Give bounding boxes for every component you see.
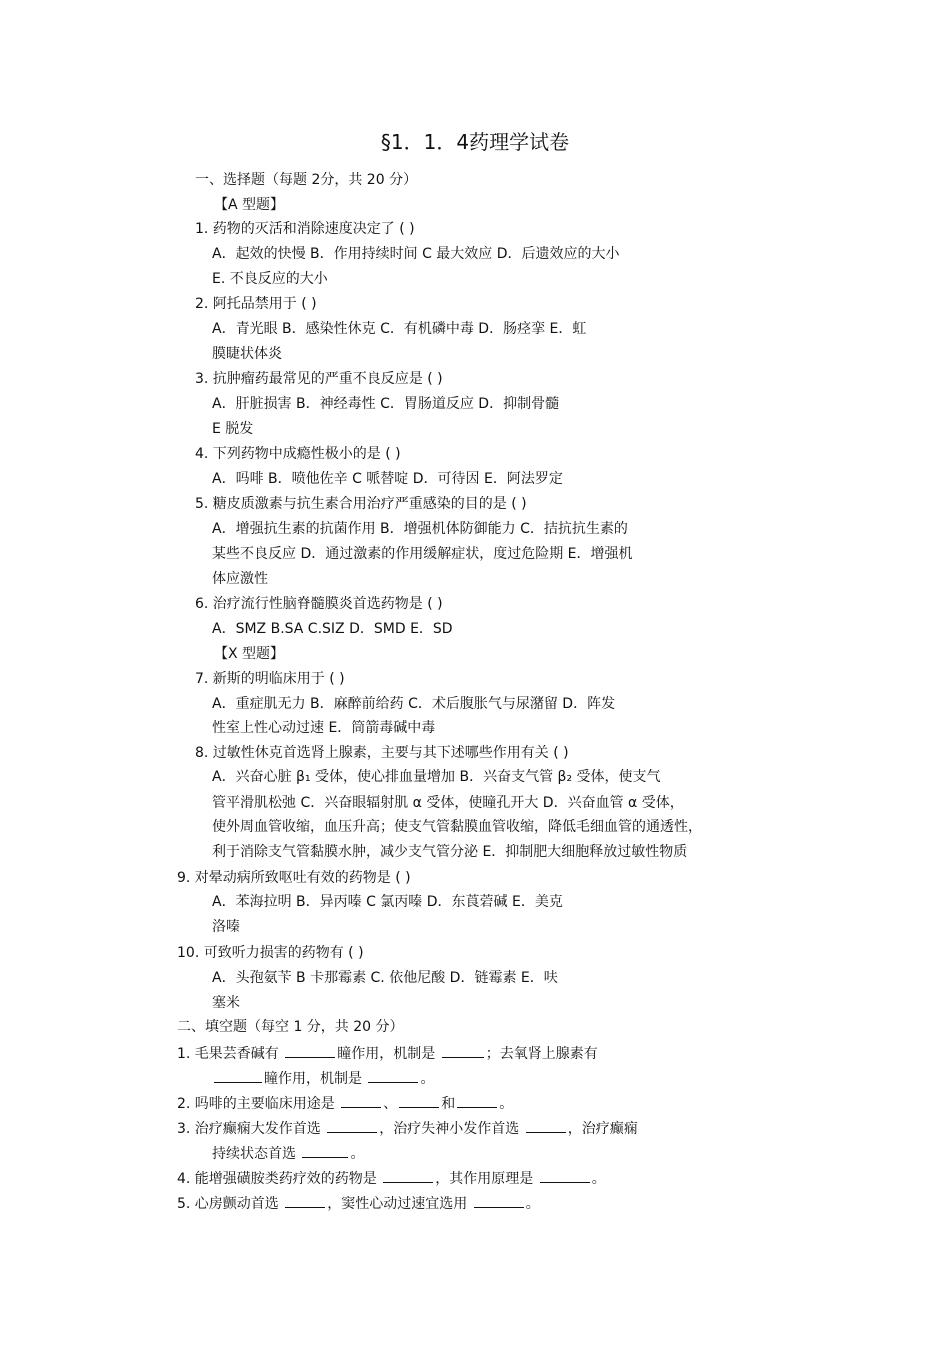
text-line: A．SMZ B.SA C.SIZ D．SMD E．SD	[212, 621, 453, 637]
text-line: A．肝脏损害 B．神经毒性 C．胃肠道反应 D．抑制骨髓	[212, 396, 560, 412]
text-line: A．青光眼 B．感染性休克 C．有机磷中毒 D．肠痉挛 E．虹	[212, 321, 587, 337]
text-line: 管平滑肌松弛 C．兴奋眼辐射肌 α 受体，使瞳孔开大 D．兴奋血管 α 受体，	[212, 795, 684, 811]
answer-blank[interactable]	[285, 1193, 325, 1208]
text-line: 利于消除支气管黏膜水肿，减少支气管分泌 E．抑制肥大细胞释放过敏性物质	[212, 844, 688, 860]
text-line: A．重症肌无力 B．麻醉前给药 C．术后腹胀气与尿潴留 D．阵发	[212, 696, 616, 712]
answer-blank[interactable]	[474, 1193, 524, 1208]
question-text: ，治疗癫痫	[567, 1121, 638, 1137]
question-text: ，治疗失神小发作首选	[379, 1121, 524, 1137]
fill-blank-line	[177, 1193, 540, 1214]
question-text: 瞳作用，机制是	[337, 1046, 440, 1062]
text-line: A．起效的快慢 B．作用持续时间 C 最大效应 D．后遗效应的大小	[212, 246, 620, 262]
text-line: 【X 型题】	[214, 646, 285, 662]
answer-blank[interactable]	[327, 1118, 377, 1133]
fill-blank-line	[212, 1068, 434, 1089]
exam-title: §1．1．4药理学试卷	[380, 130, 570, 154]
question-text: 和	[441, 1096, 456, 1112]
answer-blank[interactable]	[214, 1068, 262, 1083]
question-text: 。	[525, 1196, 540, 1212]
text-line: A．头孢氨苄 B 卡那霉素 C. 依他尼酸 D．链霉素 E．呋	[212, 970, 558, 986]
question-text: 持续状态首选	[212, 1146, 301, 1162]
answer-blank[interactable]	[285, 1043, 335, 1058]
question-text: 。	[420, 1071, 435, 1087]
text-line: 洛嗪	[212, 919, 240, 935]
fill-blank-line	[177, 1118, 638, 1139]
text-line: 3. 抗肿瘤药最常见的严重不良反应是 ( )	[195, 371, 443, 387]
text-line: A．苯海拉明 B．异丙嗪 C 氯丙嗪 D．东莨菪碱 E．美克	[212, 894, 563, 910]
answer-blank[interactable]	[302, 1143, 348, 1158]
text-line: E. 不良反应的大小	[212, 271, 328, 287]
question-text: ，窦性心动过速宜选用	[327, 1196, 472, 1212]
text-line: 一、选择题（每题 2分，共 20 分）	[195, 172, 418, 188]
fill-blank-line	[177, 1043, 598, 1064]
text-line: 6. 治疗流行性脑脊髓膜炎首选药物是 ( )	[195, 596, 443, 612]
answer-blank[interactable]	[457, 1093, 497, 1108]
text-line: 性室上性心动过速 E．筒箭毒碱中毒	[212, 720, 436, 736]
answer-blank[interactable]	[399, 1093, 439, 1108]
text-line: 10. 可致听力损害的药物有 ( )	[177, 945, 364, 961]
question-text: 。	[591, 1171, 606, 1187]
answer-blank[interactable]	[383, 1168, 433, 1183]
fill-blank-line	[177, 1168, 606, 1189]
text-line: E 脱发	[212, 421, 254, 437]
text-line: A．增强抗生素的抗菌作用 B．增强机体防御能力 C．拮抗抗生素的	[212, 521, 628, 537]
question-text: 1. 毛果芸香碱有	[177, 1046, 284, 1062]
question-text: 。	[350, 1146, 365, 1162]
answer-blank[interactable]	[540, 1168, 590, 1183]
text-line: A．兴奋心脏 β₁ 受体，使心排血量增加 B．兴奋支气管 β₂ 受体，使支气	[212, 769, 661, 785]
text-line: A．吗啡 B．喷他佐辛 C 哌替啶 D．可待因 E．阿法罗定	[212, 471, 563, 487]
text-line: 1. 药物的灭活和消除速度决定了 ( )	[195, 221, 415, 237]
text-line: 塞米	[212, 995, 240, 1011]
question-text: ，其作用原理是	[435, 1171, 538, 1187]
text-line: 2. 阿托品禁用于 ( )	[195, 296, 317, 312]
text-line: 某些不良反应 D．通过激素的作用缓解症状，度过危险期 E．增强机	[212, 546, 633, 562]
question-text: 2. 吗啡的主要临床用途是	[177, 1096, 340, 1112]
question-text: 4. 能增强磺胺类药疗效的药物是	[177, 1171, 382, 1187]
text-line: 膜睫状体炎	[212, 346, 282, 362]
fill-blank-line	[212, 1143, 364, 1164]
question-text: 。	[499, 1096, 514, 1112]
question-text: 5. 心房颤动首选	[177, 1196, 284, 1212]
question-text: 瞳作用，机制是	[264, 1071, 367, 1087]
text-line: 体应激性	[212, 571, 268, 587]
text-line: 使外周血管收缩，血压升高；使支气管黏膜血管收缩，降低毛细血管的通透性，	[212, 819, 702, 835]
answer-blank[interactable]	[341, 1093, 381, 1108]
text-line: 二、填空题（每空 1 分，共 20 分）	[177, 1019, 404, 1035]
question-text: 3. 治疗癫痫大发作首选	[177, 1121, 326, 1137]
question-text: 、	[383, 1096, 398, 1112]
answer-blank[interactable]	[442, 1043, 484, 1058]
text-line: 9. 对晕动病所致呕吐有效的药物是 ( )	[177, 870, 411, 886]
answer-blank[interactable]	[526, 1118, 566, 1133]
text-line: 7. 新斯的明临床用于 ( )	[195, 671, 345, 687]
answer-blank[interactable]	[368, 1068, 418, 1083]
fill-blank-line	[177, 1093, 513, 1114]
text-line: 4. 下列药物中成瘾性极小的是 ( )	[195, 446, 401, 462]
text-line: 【A 型题】	[214, 197, 285, 213]
question-text: ；去氧肾上腺素有	[485, 1046, 598, 1062]
text-line: 8. 过敏性休克首选肾上腺素，主要与其下述哪些作用有关 ( )	[195, 745, 569, 761]
text-line: 5. 糖皮质激素与抗生素合用治疗严重感染的目的是 ( )	[195, 496, 527, 512]
